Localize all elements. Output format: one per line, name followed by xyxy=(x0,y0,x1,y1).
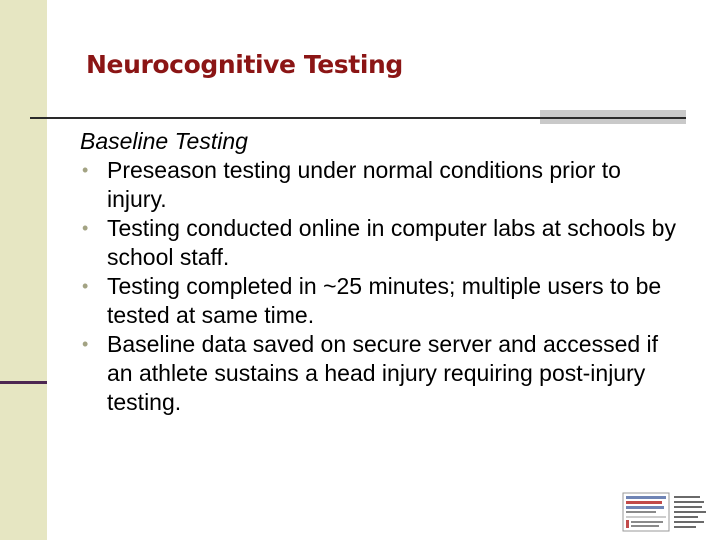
bullet-marker: • xyxy=(82,276,89,296)
title-divider xyxy=(30,117,686,119)
slide-body xyxy=(80,127,680,417)
bullet-marker: • xyxy=(82,160,89,180)
bullet-text: Baseline data saved on secure server and accessed if an athlete sustains a head injury requiring post-injury testing. xyxy=(107,331,659,415)
left-accent-line xyxy=(0,381,47,384)
left-decorative-band xyxy=(0,0,47,540)
section-heading: Baseline Testing xyxy=(80,128,248,154)
bullet-text: Testing conducted online in computer labs at schools by school staff. xyxy=(107,215,676,270)
slide-title: Neurocognitive Testing xyxy=(86,50,403,79)
bullet-list xyxy=(80,156,680,417)
list-item xyxy=(80,272,680,330)
bullet-marker: • xyxy=(82,334,89,354)
bullet-text: Preseason testing under normal conditions prior to injury. xyxy=(107,157,621,212)
organization-logo-icon xyxy=(622,492,708,532)
bullet-marker: • xyxy=(82,218,89,238)
list-item xyxy=(80,330,680,417)
bullet-text: Testing completed in ~25 minutes; multiple users to be tested at same time. xyxy=(107,273,662,328)
list-item xyxy=(80,156,680,214)
list-item xyxy=(80,214,680,272)
